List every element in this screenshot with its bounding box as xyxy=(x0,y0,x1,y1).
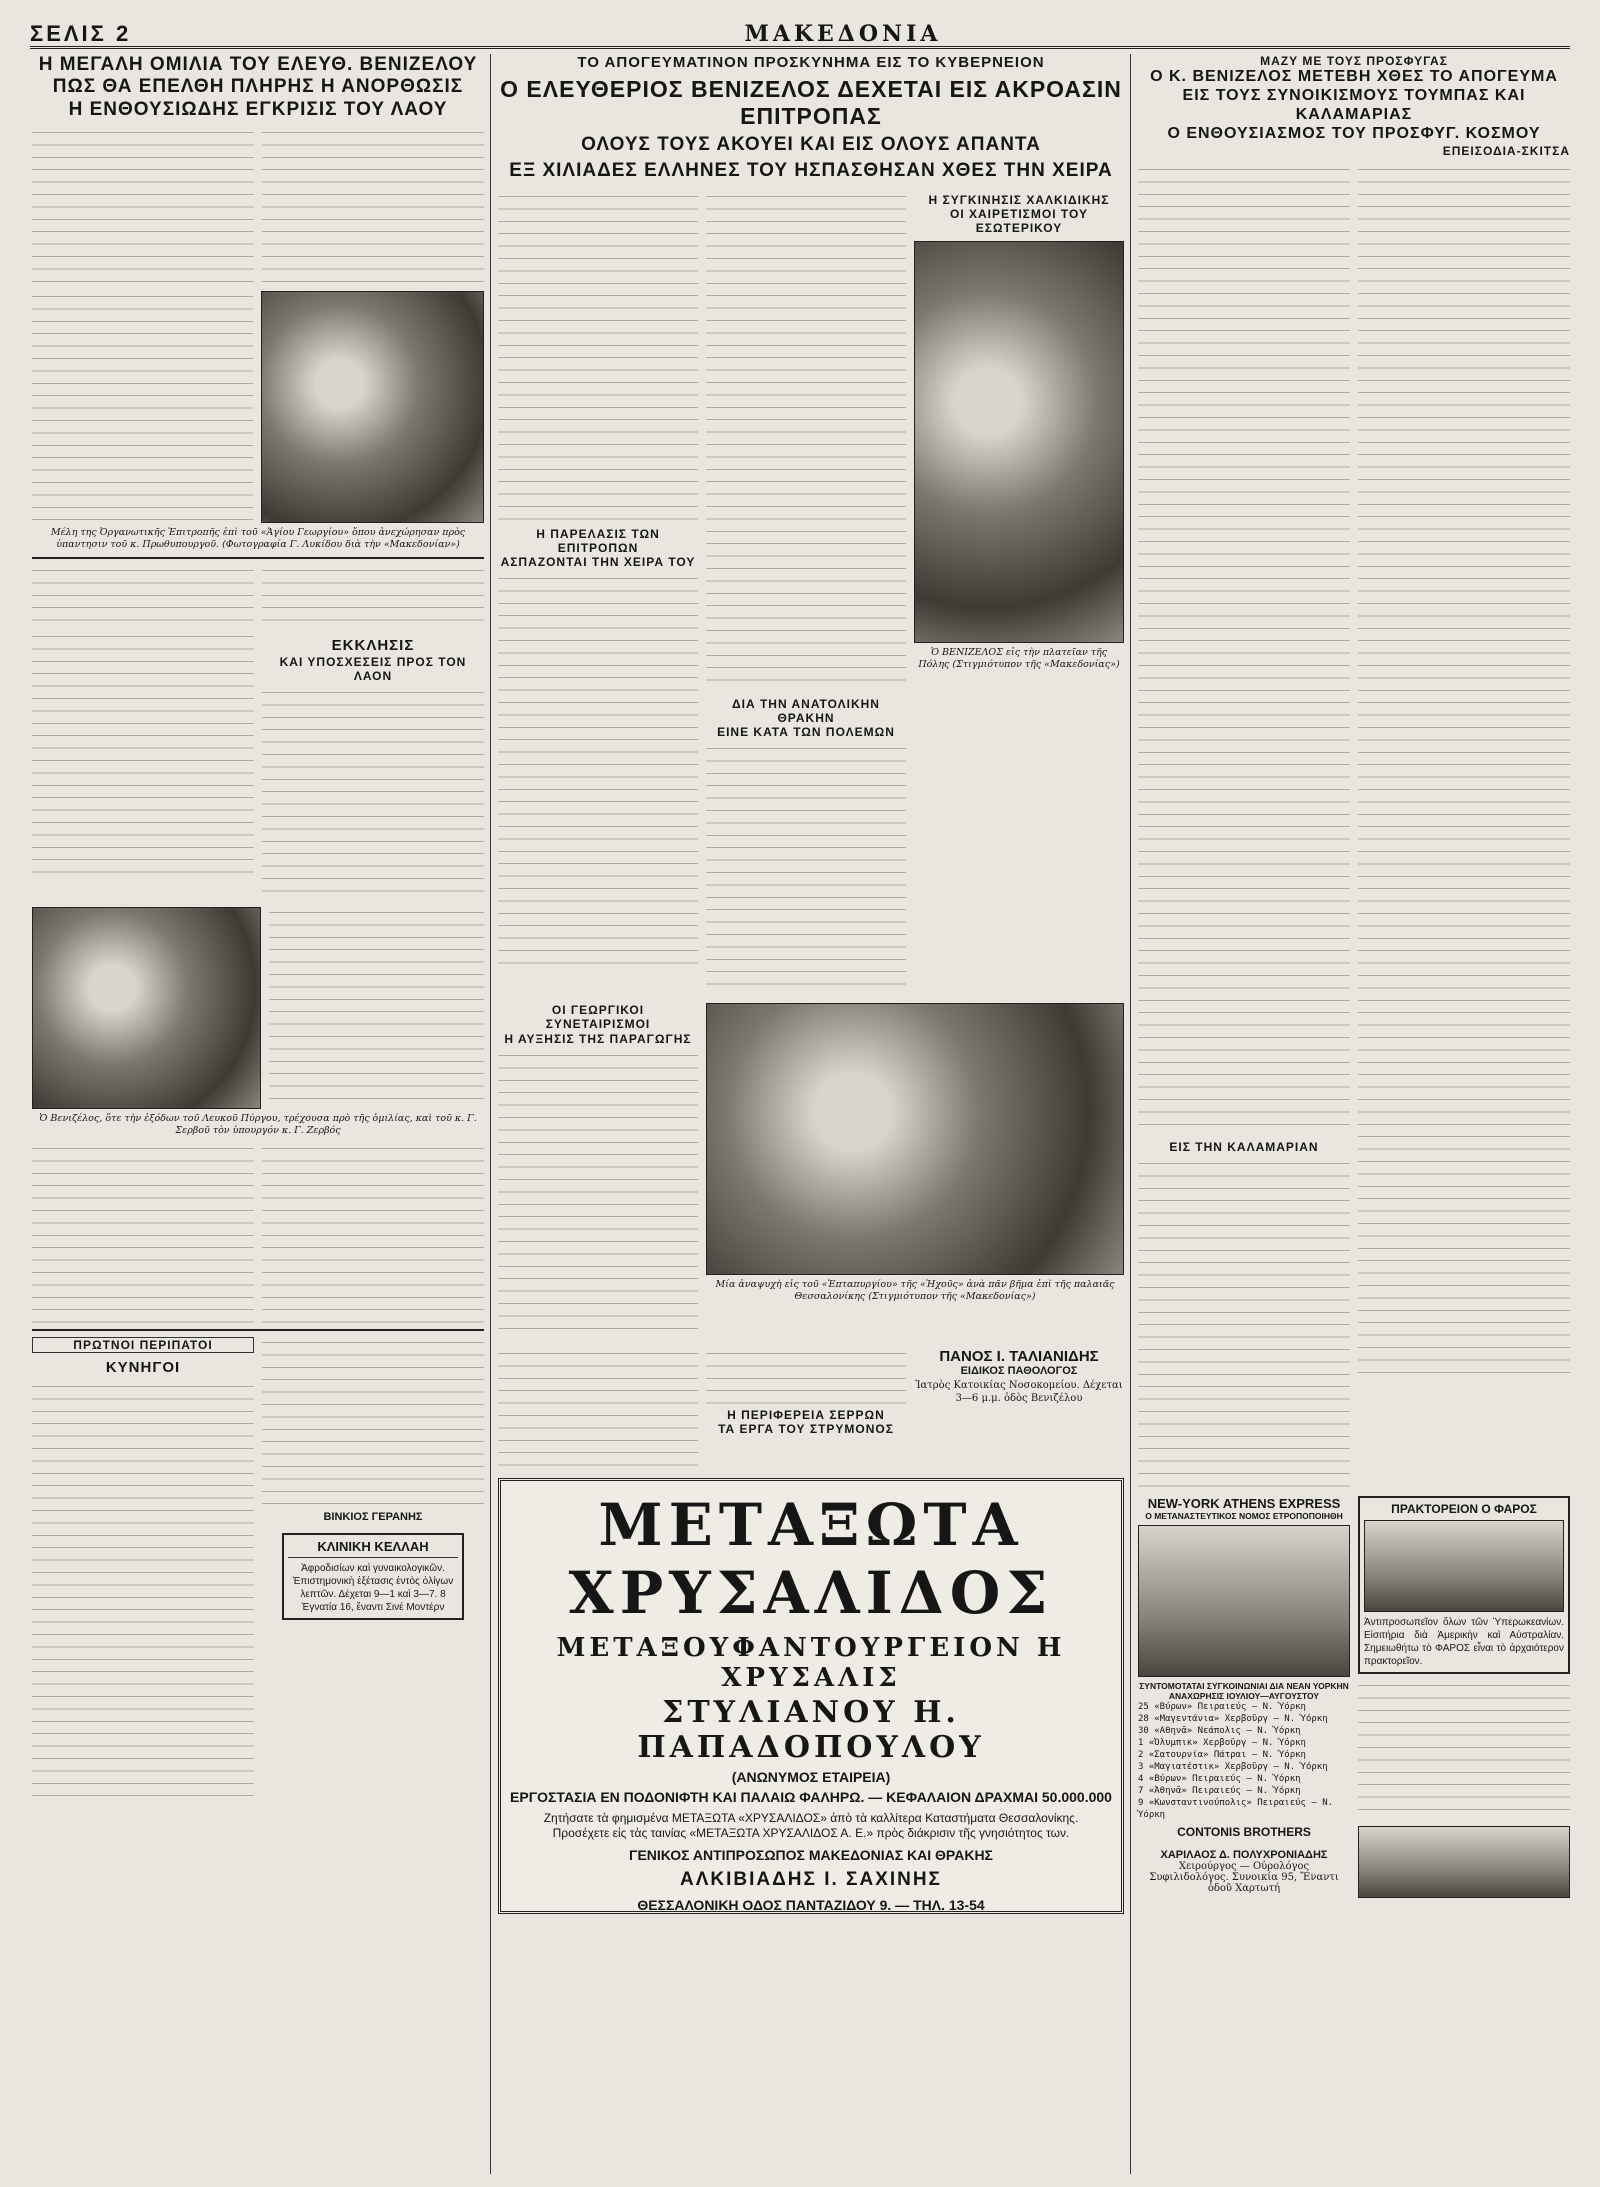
silk-ad-rep-name: ΑΛΚΙΒΙΑΔΗΣ Ι. ΣΑΧΙΝΗΣ xyxy=(680,1868,942,1890)
headline-approval: Η ΕΝΘΟΥΣΙΩΔΗΣ ΕΓΚΡΙΣΙΣ ΤΟΥ ΛΑΟΥ xyxy=(68,98,448,120)
headline-visit: Ο Κ. ΒΕΝΙΖΕΛΟΣ ΜΕΤΕΒΗ ΧΘΕΣ ΤΟ ΑΠΟΓΕΥΜΑ xyxy=(1150,68,1558,86)
silk-ad-company: (ΑΝΩΝΥΜΟΣ ΕΤΑΙΡΕΙΑ) xyxy=(731,1768,891,1785)
shipping-ad-sub: Ο ΜΕΤΑΝΑΣΤΕΥΤΙΚΟΣ ΝΟΜΟΣ ΕΤΡΟΠΟΠΟΙΗΘΗ xyxy=(1145,1510,1343,1521)
right-body xyxy=(1138,164,1570,1488)
article-block xyxy=(32,907,484,1109)
headline-recovery: ΠΩΣ ΘΑ ΕΠΕΛΘΗ ΠΛΗΡΗΣ Η ΑΝΟΡΘΩΣΙΣ xyxy=(52,76,464,98)
column-rule xyxy=(490,54,491,2174)
agency-ad xyxy=(1358,1496,1570,1898)
feature-section xyxy=(32,1337,484,1801)
shipping-ad-title: NEW-YORK ATHENS EXPRESS xyxy=(1147,1495,1341,1511)
shipping-ad-footer: CONTONIS BROTHERS xyxy=(1177,1824,1311,1839)
headline-refugees: ΜΑΖΥ ΜΕ ΤΟΥΣ ΠΡΟΣΦΥΓΑΣ xyxy=(1260,54,1448,68)
silk-ad-owner: ΣΤΥΛΙΑΝΟΥ Η. ΠΑΠΑΔΟΠΟΥΛΟΥ xyxy=(637,1694,985,1765)
headline-greetings: ΟΙ ΧΑΙΡΕΤΙΣΜΟΙ ΤΟΥ ΕΣΩΤΕΡΙΚΟΥ xyxy=(950,206,1088,236)
silk-ad-title: ΜΕΤΑΞΩΤΑ ΧΡΥΣΑΛΙΔΟΣ xyxy=(568,1490,1054,1627)
lighthouse-illustration xyxy=(1364,1520,1564,1612)
headline-east-thrace: ΔΙΑ ΤΗΝ ΑΝΑΤΟΛΙΚΗΝ ΘΡΑΚΗΝ xyxy=(732,696,880,725)
column-rule xyxy=(1130,54,1131,2174)
photo-venizelos-square xyxy=(914,241,1124,643)
doctor2-title: Χειρούργος — Οὐρολόγος xyxy=(1178,1860,1310,1872)
headline-against-war: ΕΙΝΕ ΚΑΤΑ ΤΩΝ ΠΟΛΕΜΩΝ xyxy=(717,725,895,740)
article-body xyxy=(32,127,484,287)
photo-caption: Ὁ Βενιζέλος, ὅτε τὴν ἐξόδων τοῦ Λευκοῦ Πύργου, τρέχουσα πρὸ τῆς ὁμιλίας, καὶ τοῦ κ. Γ. Σερβοῦ τὸν ὑπουργόν κ. Γ. Ζερβός xyxy=(39,1113,477,1137)
schedule-row: 7 «Ἀθηνᾶ» Πειραιεύς — Ν. Ὑόρκη xyxy=(1138,1785,1301,1796)
agency-ad-text: Ἀντιπροσωπεῖον ὅλων τῶν Ὑπερωκεανίων. Εἰσιτήρια διὰ Ἀμερικὴν καὶ Αὐστραλίαν. Σημειωθήτω τὸ ΦΑΡΟΣ εἶναι τὸ ἀρχαιότερον πρακτορεῖον. xyxy=(1364,1616,1564,1667)
silk-ad xyxy=(498,1478,1124,1914)
doctor-info: Ἰατρὸς Κατοικίας Νοσοκομείου. Δέχεται 3—6 μ.μ. ὁδὸς Βενιζέλου xyxy=(915,1379,1123,1404)
silk-ad-text: Ζητήσατε τὰ φημισμένα ΜΕΤΑΞΩΤΑ «ΧΡΥΣΑΛΙΔΟΣ» ἀπὸ τὰ καλλίτερα Καταστήματα Θεσσαλονίκης. Προσέχετε εἰς τὰς ταινίας «ΜΕΤΑΞΩΤΑ ΧΡΥΣΑΛΙΔΟΣ Α. Ε.» πρὸς διάκρισιν τῆς γνησιότητος των. xyxy=(543,1810,1079,1840)
headline-hunters: ΚΥΝΗΓΟΙ xyxy=(105,1359,181,1377)
headline-appeal: ΕΚΚΛΗΣΙΣ xyxy=(331,637,415,655)
headline-parade: Η ΠΑΡΕΛΑΣΙΣ ΤΩΝ ΕΠΙΤΡΟΠΩΝ xyxy=(536,526,660,555)
divider xyxy=(32,557,484,559)
byline: ΒΙΝΚΙΟΣ ΓΕΡΑΝΗΣ xyxy=(323,1511,423,1524)
photo-caption: Μία ἀναψυχὴ εἰς τοῦ «Ἑπταπυργίου» τῆς «Ἠχοῦς» ἀνὰ πᾶν βῆμα ἐπὶ τῆς παλαιᾶς Θεσσαλονίκης (Στιγμιότυπον τῆς «Μακεδονίας») xyxy=(715,1279,1115,1303)
center-lower xyxy=(498,1003,1124,1339)
photo-venizelos-tower xyxy=(32,907,261,1109)
doctor-ad xyxy=(914,1348,1124,1468)
headline-kiss-hand: ΑΣΠΑΖΟΝΤΑΙ ΤΗΝ ΧΕΙΡΑ ΤΟΥ xyxy=(500,555,696,570)
schedule-row: 2 «Σατουρνία» Πάτραι — Ν. Ὑόρκη xyxy=(1138,1749,1306,1760)
photo-caption: Ὁ ΒΕΝΙΖΕΛΟΣ εἰς τὴν πλατεῖαν τῆς Πόλης (Στιγμιότυπον τῆς «Μακεδονίας») xyxy=(918,647,1120,671)
article-body xyxy=(32,1143,484,1323)
headline-serres: Η ΠΕΡΙΦΕΡΕΙΑ ΣΕΡΡΩΝ xyxy=(727,1407,885,1422)
right-ads xyxy=(1138,1496,1570,1898)
shipping-ad xyxy=(1138,1496,1350,1898)
masthead xyxy=(30,22,1570,49)
divider xyxy=(32,1329,484,1331)
left-column xyxy=(32,54,484,1801)
schedule-row: 1 «Ὀλυμπικ» Χερβοῦργ — Ν. Ὑόρκη xyxy=(1138,1737,1306,1748)
headline-venizelos-receives: Ο ΕΛΕΥΘΕΡΙΟΣ ΒΕΝΙΖΕΛΟΣ ΔΕΧΕΤΑΙ ΕΙΣ ΑΚΡΟΑΣΙΝ ΕΠΙΤΡΟΠΑΣ xyxy=(500,75,1122,129)
headline-promises: ΚΑΙ ΥΠΟΣΧΕΣΕΙΣ ΠΡΟΣ ΤΟΝ ΛΑΟΝ xyxy=(279,654,467,684)
article-block xyxy=(32,631,484,899)
schedule-row: 9 «Κωνσταντινούπολις» Πειραιεύς — Ν. Ὑόρκη xyxy=(1138,1797,1334,1820)
ship-illustration xyxy=(1358,1826,1570,1898)
headline-strymon: ΤΑ ΕΡΓΑ ΤΟΥ ΣΤΡΥΜΟΝΟΣ xyxy=(718,1421,894,1436)
silk-ad-factory: ΜΕΤΑΞΟΥΦΑΝΤΟΥΡΓΕΙΟΝ Η ΧΡΥΣΑΛΙΣ xyxy=(556,1632,1066,1693)
schedule-row: 3 «Μαγιατέστικ» Χερβοῦργ — Ν. Ὑόρκη xyxy=(1138,1761,1328,1772)
schedule-row: 30 «Αθηνᾶ» Νεάπολις — Ν. Ὑόρκη xyxy=(1138,1725,1301,1736)
headline-sketches: ΕΠΕΙΣΟΔΙΑ-ΣΚΙΤΣΑ xyxy=(1442,143,1570,158)
headline-settlements: ΕΙΣ ΤΟΥΣ ΣΥΝΟΙΚΙΣΜΟΥΣ ΤΟΥΜΠΑΣ ΚΑΙ ΚΑΛΑΜΑΡΙΑΣ xyxy=(1182,87,1526,123)
headline-hears-all: ΟΛΟΥΣ ΤΟΥΣ ΑΚΟΥΕΙ ΚΑΙ ΕΙΣ ΟΛΟΥΣ ΑΠΑΝΤΑ xyxy=(581,133,1041,155)
headline-kalamaria: ΕΙΣ ΤΗΝ ΚΑΛΑΜΑΡΙΑΝ xyxy=(1169,1139,1319,1154)
schedule-row: 25 «Βύρων» Πειραιεύς — Ν. Ὑόρκη xyxy=(1138,1701,1306,1712)
schedule-row: 4 «Βύρων» Πειραιεύς — Ν. Ὑόρκη xyxy=(1138,1773,1301,1784)
right-column xyxy=(1138,54,1570,1898)
doctor2-info: Συφιλιδολόγος. Συνοικία 95, Ἔναντι ὁδοῦ Χαρτωτή xyxy=(1149,1871,1339,1894)
schedule-list xyxy=(1138,1701,1350,1821)
silk-ad-rep-label: ΓΕΝΙΚΟΣ ΑΝΤΙΠΡΟΣΩΠΟΣ ΜΑΚΕΔΟΝΙΑΣ ΚΑΙ ΘΡΑΚΗΣ xyxy=(629,1846,993,1863)
photo-caption: Μέλη της Ὀργανωτικῆς Ἐπιτροπῆς ἐπὶ τοῦ «Ἁγίου Γεωργίου» ὅπου ἀνεχώρησαν πρὸς ὑπαντησιν τοῦ κ. Πρωθυπουργοῦ. (Φωτογραφία Γ. Λυκίδου διὰ τὴν «Μακεδονίαν») xyxy=(50,527,466,551)
headline-production: Η ΑΥΞΗΣΙΣ ΤΗΣ ΠΑΡΑΓΩΓΗΣ xyxy=(504,1031,692,1046)
headline-pilgrimage: ΤΟ ΑΠΟΓΕΥΜΑΤΙΝΟΝ ΠΡΟΣΚΥΝΗΜΑ ΕΙΣ ΤΟ ΚΥΒΕΡΝΕΙΟΝ xyxy=(577,54,1045,71)
doctor-title: ΕΙΔΙΚΟΣ ΠΑΘΟΛΟΓΟΣ xyxy=(960,1364,1078,1377)
headline-walks: ΠΡΩΤΝΟΙ ΠΕΡΙΠΑΤΟΙ xyxy=(32,1337,254,1353)
doctor-name: ΠΑΝΟΣ Ι. ΤΑΛΙΑΝΙΔΗΣ xyxy=(939,1347,1099,1365)
clinic-ad-text: Ἀφροδισίων καὶ γυναικολογικῶν. Ἐπιστημονικὴ ἐξέτασις ἐντὸς ὀλίγων λεπτῶν. Δέχεται 9—1 καὶ 3—7. 8 Ἐγνατία 16, ἔναντι Σινέ Μοντέρν xyxy=(292,1563,454,1614)
clinic-ad xyxy=(282,1533,464,1620)
schedule-row: 28 «Μαγεντάνια» Χερβοῦργ — Ν. Ὑόρκη xyxy=(1138,1713,1328,1724)
clinic-ad-title: ΚΛΙΝΙΚΗ ΚΕΛΛΑΗ xyxy=(288,1539,458,1558)
silk-ad-capital: ΕΡΓΟΣΤΑΣΙΑ ΕΝ ΠΟΔΟΝΙΦΤΗ ΚΑΙ ΠΑΛΑΙΩ ΦΑΛΗΡΩ. — ΚΕΦΑΛΑΙΟΝ ΔΡΑΧΜΑΙ 50.000.000 xyxy=(510,1788,1112,1805)
center-column xyxy=(498,54,1124,1914)
photo-committee xyxy=(261,291,484,523)
headline-enthusiasm: Ο ΕΝΘΟΥΣΙΑΣΜΟΣ ΤΟΥ ΠΡΟΣΦΥΓ. ΚΟΣΜΟΥ xyxy=(1167,124,1541,142)
headline-six-thousand: ΕΞ ΧΙΛΙΑΔΕΣ ΕΛΛΗΝΕΣ ΤΟΥ ΗΣΠΑΣΘΗΣΑΝ ΧΘΕΣ ΤΗΝ ΧΕΙΡΑ xyxy=(509,160,1113,182)
headline-cooperatives: ΟΙ ΓΕΩΡΓΙΚΟΙ ΣΥΝΕΤΑΙΡΙΣΜΟΙ xyxy=(545,1003,651,1032)
article-body xyxy=(32,565,484,625)
photo-old-thessaloniki xyxy=(706,1003,1124,1275)
schedule-title: ΣΥΝΤΟΜΟΤΑΤΑΙ ΣΥΓΚΟΙΝΩΝΙΑΙ ΔΙΑ ΝΕΑΝ ΥΟΡΚΗΝ ΑΝΑΧΩΡΗΣΙΣ ΙΟΥΛΙΟΥ—ΑΥΓΟΥΣΤΟΥ xyxy=(1139,1680,1349,1701)
doctor2-ad xyxy=(1138,1849,1350,1894)
article-block xyxy=(32,291,484,523)
doctor2-name: ΧΑΡΙΛΑΟΣ Δ. ΠΟΛΥΧΡΟΝΙΑΔΗΣ xyxy=(1160,1848,1328,1861)
center-bottom-row xyxy=(498,1348,1124,1468)
ship-illustration xyxy=(1138,1525,1350,1677)
center-body xyxy=(498,191,1124,993)
headline-speech: Η ΜΕΓΑΛΗ ΟΜΙΛΙΑ ΤΟΥ ΕΛΕΥΘ. ΒΕΝΙΖΕΛΟΥ xyxy=(38,54,478,75)
agency-ad-title: ΠΡΑΚΤΟΡΕΙΟΝ Ο ΦΑΡΟΣ xyxy=(1391,1501,1537,1516)
page-number: ΣΕΛΙΣ 2 xyxy=(30,21,132,46)
paper-name: ΜΑΚΕΔΟΝΙΑ xyxy=(744,21,942,47)
silk-ad-address: ΘΕΣΣΑΛΟΝΙΚΗ ΟΔΟΣ ΠΑΝΤΑΖΙΔΟΥ 9. — ΤΗΛ. 13-54 xyxy=(637,1896,985,1913)
headline-chalkidiki: Η ΣΥΓΚΙΝΗΣΙΣ ΧΑΛΚΙΔΙΚΗΣ xyxy=(928,192,1110,207)
